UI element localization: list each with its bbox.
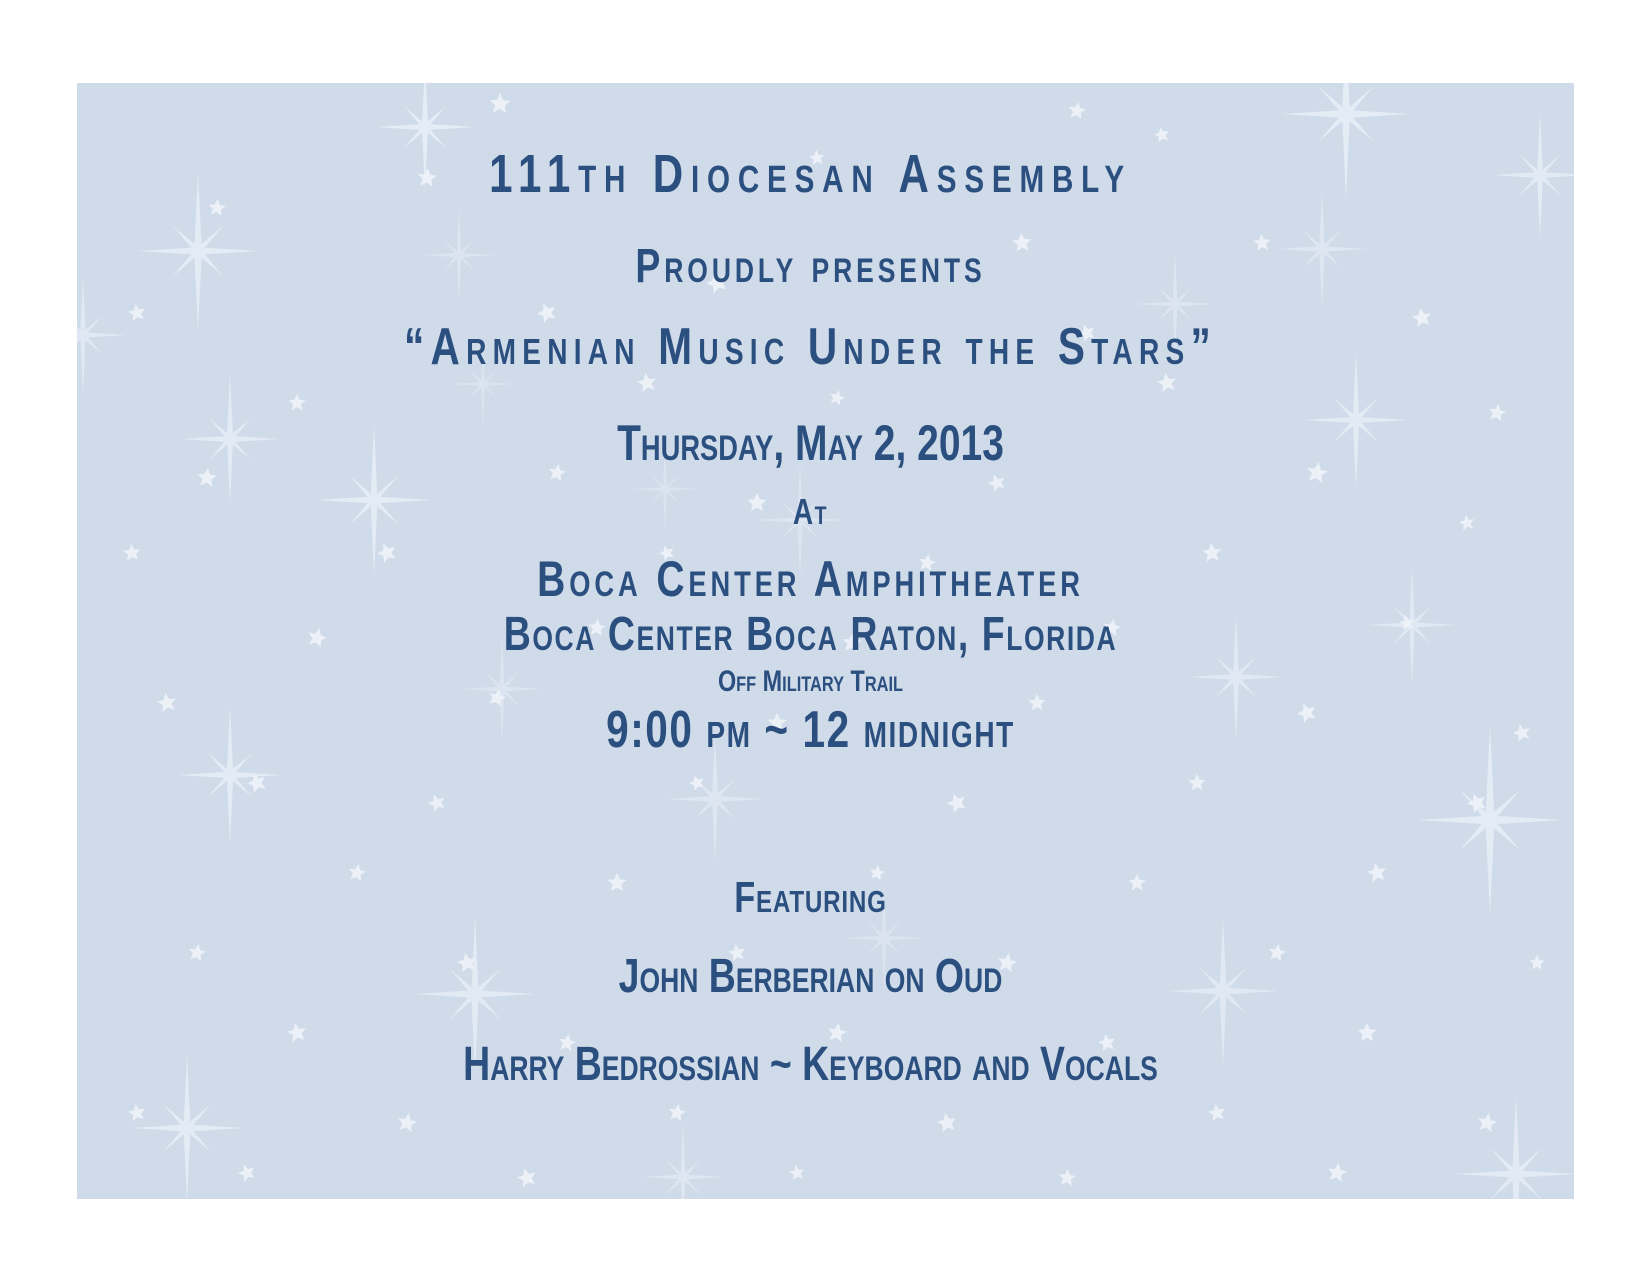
- star-icon: [1411, 307, 1433, 328]
- sparkle-icon: [1492, 112, 1574, 238]
- star-icon: [286, 1022, 308, 1043]
- star-icon: [828, 388, 846, 406]
- venue-name: Boca Center Amphitheater: [537, 551, 1084, 607]
- sparkle-icon: [77, 277, 127, 393]
- star-icon: [127, 303, 147, 322]
- star-icon: [396, 1112, 418, 1133]
- star-icon: [123, 543, 141, 561]
- star-icon: [197, 467, 218, 487]
- star-icon: [945, 790, 969, 814]
- event-time: 9:00 pm ~ 12 midnight: [606, 701, 1015, 759]
- star-icon: [986, 472, 1008, 493]
- star-icon: [1529, 955, 1544, 969]
- star-icon: [1465, 790, 1489, 814]
- presents-line: Proudly presents: [635, 240, 986, 293]
- star-icon: [1058, 1168, 1076, 1186]
- featuring-label: Featuring: [734, 873, 887, 922]
- star-icon: [1476, 1112, 1498, 1133]
- sparkle-icon: [1456, 1095, 1574, 1199]
- sparkle-icon: [1418, 726, 1562, 915]
- sparkle-icon: [643, 1125, 723, 1200]
- star-icon: [236, 1162, 258, 1183]
- event-date: Thursday, May 2, 2013: [617, 415, 1004, 471]
- star-icon: [1458, 514, 1475, 531]
- star-icon: [1188, 774, 1205, 790]
- assembly-heading: 111th Diocesan Assembly: [489, 144, 1132, 204]
- star-icon: [187, 943, 207, 962]
- star-icon: [1358, 1023, 1377, 1041]
- venue-city: Boca Center Boca Raton, Florida: [503, 608, 1118, 661]
- at-label: At: [792, 491, 829, 532]
- venue-note: Off Military Trail: [717, 665, 904, 698]
- star-icon: [1153, 125, 1171, 143]
- star-icon: [1068, 101, 1087, 120]
- star-icon: [127, 1103, 147, 1122]
- sparkle-icon: [131, 1055, 243, 1200]
- star-icon: [1511, 722, 1532, 742]
- star-icon: [156, 692, 178, 713]
- performer-1: John Berberian on Oud: [618, 950, 1003, 1003]
- star-icon: [788, 1164, 805, 1181]
- star-icon: [667, 1103, 687, 1122]
- star-icon: [426, 792, 448, 813]
- event-title: “Armenian Music Under the Stars”: [404, 318, 1217, 376]
- performer-2: Harry Bedrossian ~ Keyboard and Vocals: [463, 1038, 1158, 1091]
- star-icon: [1207, 1103, 1227, 1122]
- star-icon: [515, 1166, 538, 1188]
- flyer-panel: [77, 83, 1574, 1199]
- star-icon: [489, 93, 511, 114]
- star-icon: [1326, 1162, 1348, 1183]
- star-icon: [208, 198, 226, 216]
- star-icon: [936, 1112, 958, 1133]
- star-icon: [1487, 403, 1507, 422]
- star-icon: [288, 394, 305, 410]
